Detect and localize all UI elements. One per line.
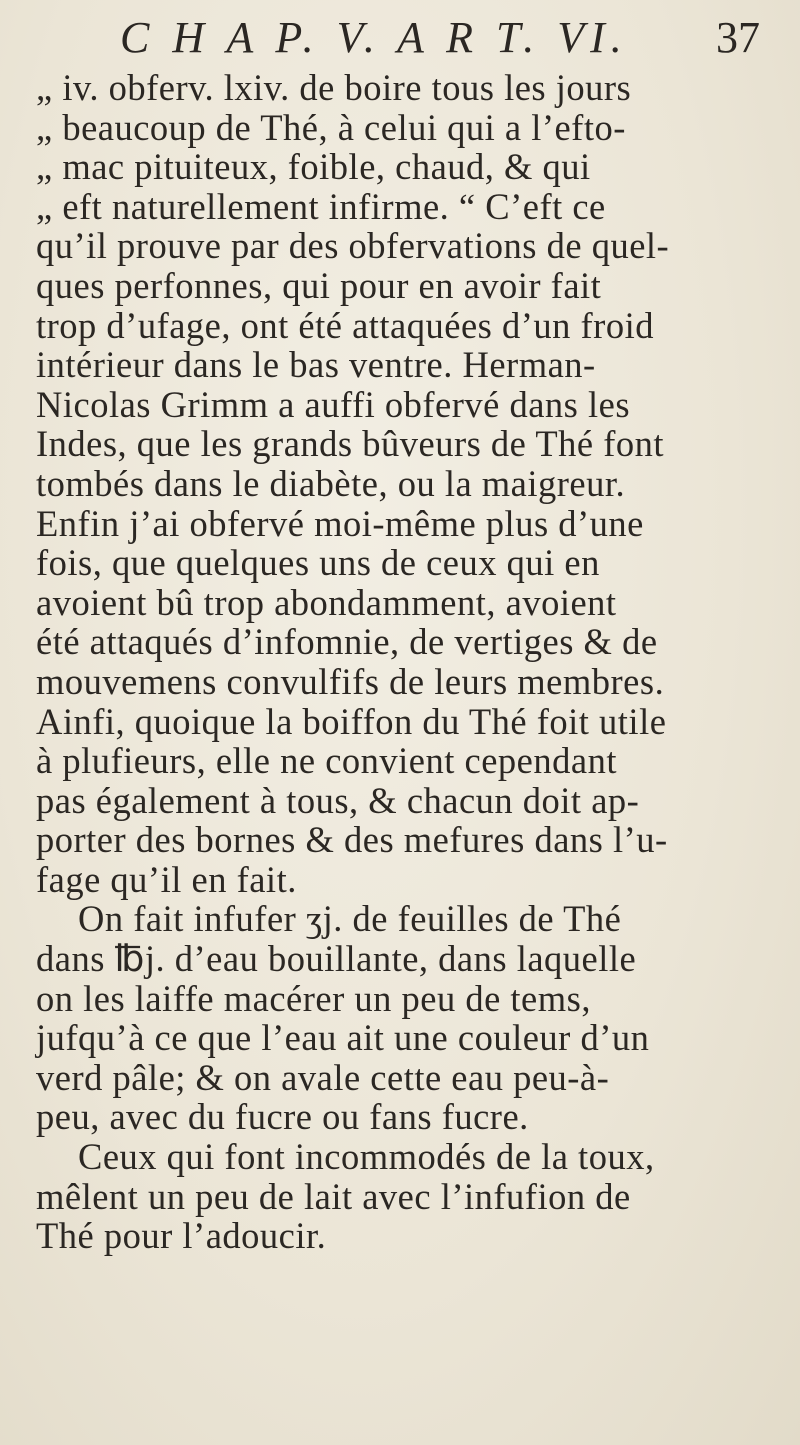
text-line: fois, que quelques uns de ceux qui en: [36, 542, 600, 584]
text-line: „ iv. obferv. lxiv. de boire tous les jours: [36, 67, 632, 108]
text-line: porter des bornes & des mefures dans l’u-: [36, 819, 668, 861]
running-head: [120, 12, 760, 72]
text-line: tombés dans le diabète, ou la maigreur.: [36, 462, 626, 504]
text-line: avoient bû trop abondamment, avoient: [36, 581, 617, 623]
text-line: ques perfonnes, qui pour en avoir fait: [36, 264, 602, 306]
text-line: intérieur dans le bas ventre. Herman-: [36, 344, 596, 386]
text-line: Indes, que les grands bûveurs de Thé font: [36, 423, 665, 465]
text-line: pas également à tous, & chacun doit ap-: [36, 779, 640, 821]
text-line: mouvemens convulfifs de leurs membres.: [36, 660, 665, 702]
text-line: Enfin j’ai obfervé moi-même plus d’une: [36, 502, 644, 544]
text-line: trop d’ufage, ont été attaquées d’un froid: [36, 304, 654, 346]
text-line: „ eft naturellement infirme. “ C’eft ce: [36, 185, 606, 227]
text-line: qu’il prouve par des obfervations de quel-: [36, 225, 670, 267]
text-line: On fait infufer ʒj. de feuilles de Thé: [78, 898, 622, 940]
text-line: „ beaucoup de Thé, à celui qui a l’efto-: [36, 106, 626, 148]
text-line: mêlent un peu de lait avec l’infufion de: [36, 1175, 631, 1217]
text-line: peu, avec du fucre ou fans fucre.: [36, 1096, 529, 1138]
text-line: Nicolas Grimm a auffi obfervé dans les: [36, 383, 631, 425]
text-line: Ceux qui font incommodés de la toux,: [78, 1136, 655, 1178]
text-line: jufqu’à ce que l’eau ait une couleur d’un: [36, 1017, 650, 1059]
text-line: Ainfi, quoique la boiffon du Thé foit utile: [36, 700, 667, 742]
text-line: dans ℔j. d’eau bouillante, dans laquelle: [36, 938, 637, 980]
text-line: à plufieurs, elle ne convient cependant: [36, 740, 617, 782]
page-number: 37: [716, 13, 760, 62]
text-line: on les laiffe macérer un peu de tems,: [36, 977, 591, 1019]
text-line: fage qu’il en fait.: [36, 858, 297, 900]
chapter-article-heading: C H A P. V. A R T. VI.: [120, 13, 628, 62]
text-line: été attaqués d’infomnie, de vertiges & de: [36, 621, 658, 663]
text-line: „ mac pituiteux, foible, chaud, & qui: [36, 146, 591, 188]
text-line: Thé pour l’adoucir.: [36, 1215, 327, 1257]
body-text: [36, 68, 766, 1256]
text-line: verd pâle; & on avale cette eau peu-à-: [36, 1056, 610, 1098]
